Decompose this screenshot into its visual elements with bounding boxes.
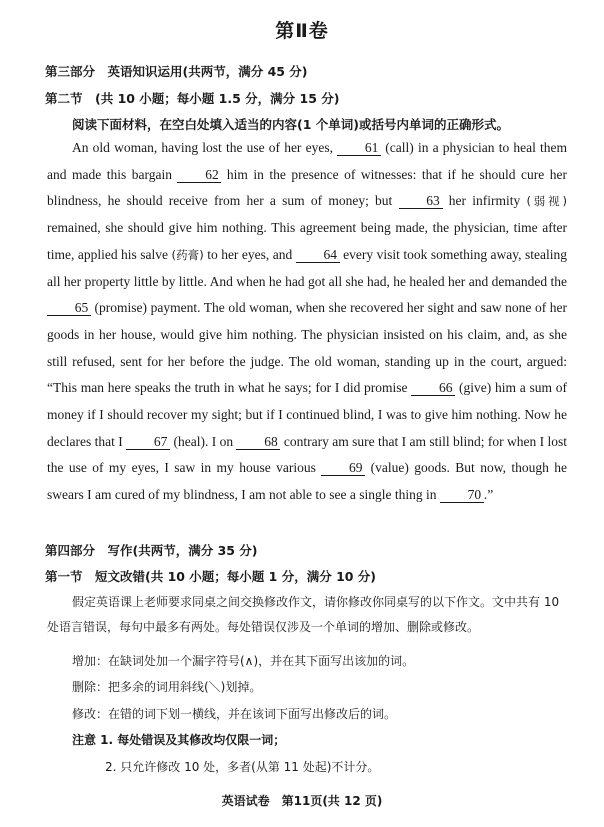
- blank-65: 65: [47, 300, 91, 316]
- blank-62: 62: [177, 167, 221, 183]
- gloss-salve: (药膏): [171, 247, 204, 262]
- passage-text: (call) in a physician to heal them and made this bargain: [47, 140, 568, 182]
- page-title: 第Ⅱ卷: [275, 20, 329, 42]
- blank-63: 63: [399, 193, 443, 209]
- passage-text: her infirmity: [442, 193, 527, 209]
- passage-text: him in the presence of witnesses: that if he should cure her blindness, he should receive from her a sum of money; but: [47, 166, 567, 209]
- instruction-text: 阅读下面材料，在空白处填入适当的内容(1 个单词)或括号内单词的正确形式。: [72, 117, 509, 132]
- passage-text: every visit took something away, stealing all her property little by little. And when he had got all she had, he healed her and demanded the: [47, 246, 567, 289]
- blank-68: 68: [236, 434, 280, 450]
- rule-delete: 删除：把多余的词用斜线(＼)划掉。: [72, 680, 262, 694]
- blank-66: 66: [411, 380, 455, 396]
- section2-heading: 第二节 (共 10 小题；每小题 1.5 分，满分 15 分): [45, 91, 340, 106]
- proofreading-intro: 假定英语课上老师要求同桌之间交换修改作文，请你修改你同桌写的以下作文。文中共有 10 处语言错误，每句中最多有两处。每处错误仅涉及一个单词的增加、删除或修改。: [47, 595, 560, 634]
- passage-text: .”: [483, 487, 494, 503]
- blank-64: 64: [296, 247, 340, 263]
- section1-heading: 第一节 短文改错(共 10 小题；每小题 1 分，满分 10 分): [45, 569, 377, 584]
- blank-69: 69: [321, 460, 365, 476]
- note-1: 注意 1. 每处错误及其修改均仅限一词；: [72, 733, 286, 747]
- passage-text: (promise) payment. The old woman, when she recovered her sight and saw none of her goods in her house, would give him nothing. The physician insisted on his claim, and, as she still refused, sent for her before the judge. The old woman, standing up in the court, argued: “This man here speaks the truth in what he says; for I did promise: [47, 300, 567, 396]
- blank-61: 61: [337, 140, 381, 156]
- rule-modify: 修改：在错的词下划一横线，并在该词下面写出修改后的词。: [72, 707, 397, 721]
- passage-text: remained, she should give him nothing. This agreement being made, the physician, time after time, applied his salve: [47, 220, 567, 262]
- rule-add: 增加：在缺词处加一个漏字符号(∧)，并在其下面写出该加的词。: [72, 654, 415, 668]
- cloze-passage: [47, 135, 567, 509]
- blank-67: 67: [126, 434, 170, 450]
- passage-text: (value) goods. But now, though he swears I am cured of my blindness, I am not able to see a single thing in: [47, 460, 568, 503]
- passage-text: An old woman, having lost the use of her eyes,: [72, 140, 338, 155]
- gloss-infirmity: (弱视): [526, 194, 567, 209]
- part3-heading: 第三部分 英语知识运用(共两节，满分 45 分): [45, 64, 308, 79]
- page-footer: 英语试卷 第11页(共 12 页): [221, 794, 383, 808]
- passage-text: contrary am sure that I am still blind; for when I lost the use of my eyes, I saw in my house various: [47, 433, 567, 476]
- note-2: 2. 只允许修改 10 处，多者(从第 11 处起)不计分。: [105, 760, 380, 774]
- passage-text: (give) him a sum of money if I should recover my sight; but if I continued blind, I was to give him nothing. Now he declares that I: [47, 380, 567, 449]
- blank-70: 70: [440, 487, 484, 503]
- part4-heading: 第四部分 写作(共两节，满分 35 分): [45, 543, 258, 558]
- passage-text: (heal). I on: [170, 433, 237, 449]
- passage-text: to her eyes, and: [203, 246, 296, 262]
